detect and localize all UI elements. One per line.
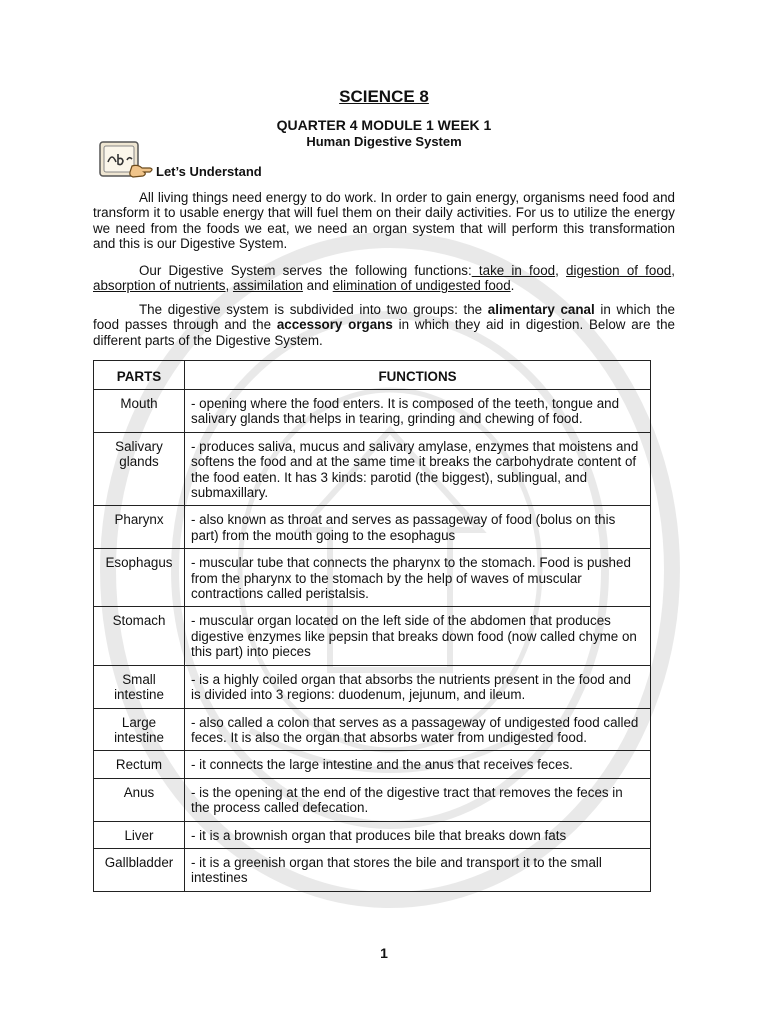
function-assimilation: assimilation (232, 278, 303, 294)
part-function: - is a highly coiled organ that absorbs the nutrients present in the food and is divided into 3 regions: duodenum, jejunum, and ileum. (185, 665, 651, 708)
table-row (94, 665, 651, 708)
table-row (94, 751, 651, 778)
table-row (94, 549, 651, 607)
part-function: - it connects the large intestine and the anus that receives feces. (185, 751, 651, 778)
function-elimination: elimination of undigested food (332, 278, 511, 294)
period: . (510, 278, 515, 294)
digestive-parts-table (93, 360, 651, 892)
subdivision-text-a: The digestive system is subdivided into two groups: the (139, 302, 488, 317)
page-number: 1 (380, 945, 388, 961)
alimentary-canal-term: alimentary canal (487, 302, 595, 317)
part-function: - opening where the food enters. It is composed of the teeth, tongue and salivary glands that helps in tearing, grinding and chewing of food. (185, 390, 651, 433)
separator: and (302, 278, 333, 294)
accessory-organs-term: accessory organs (276, 317, 393, 333)
table-row (94, 778, 651, 821)
part-name: Rectum (94, 751, 185, 778)
table-row (94, 821, 651, 848)
functions-column-header: FUNCTIONS (185, 361, 651, 390)
intro-text: All living things need energy to do work. In order to gain energy, organisms need food and transform it to usable energy that will fuel them on their daily activities. For us to utilize the energy we need from the foods we eat, we need an organ system that will perform this transformation and this is our Digestive System. (93, 190, 675, 252)
parts-column-header: PARTS (94, 361, 185, 390)
table-row (94, 848, 651, 891)
part-name: Anus (94, 778, 185, 821)
part-function: - it is a greenish organ that stores the bile and transport it to the small intestines (185, 848, 651, 891)
table-row (94, 708, 651, 751)
functions-lead: Our Digestive System serves the following functions: (139, 263, 472, 278)
module-heading: QUARTER 4 MODULE 1 WEEK 1 (276, 117, 492, 133)
table-row (94, 432, 651, 506)
subdivision-text-e: in which they aid in digestion. Below are the different parts of the Digestive System. (93, 317, 675, 348)
part-function: - is the opening at the end of the digestive tract that removes the feces in the process called defecation. (185, 778, 651, 821)
part-name: Gallbladder (94, 848, 185, 891)
part-function: - produces saliva, mucus and salivary amylase, enzymes that moistens and softens the food and at the same time it breaks the carbohydrate content of the food eaten. It has 3 kinds: parotid (the biggest), sublingual, and submaxillary. (185, 432, 651, 506)
part-name: Salivary glands (94, 432, 185, 506)
separator: , (555, 263, 567, 278)
function-take-in-food: take in food (471, 263, 556, 278)
subdivision-text-c: in which the food passes through and the (93, 302, 675, 333)
subdivision-paragraph (93, 302, 675, 348)
functions-paragraph (93, 263, 675, 294)
part-name: Large intestine (94, 708, 185, 751)
part-name: Mouth (94, 390, 185, 433)
separator: , (671, 263, 675, 278)
function-absorption: absorption of nutrients (93, 278, 226, 294)
table-row (94, 506, 651, 549)
part-name: Stomach (94, 607, 185, 665)
table-row (94, 607, 651, 665)
part-name: Small intestine (94, 665, 185, 708)
table-header-row (94, 361, 651, 390)
part-name: Pharynx (94, 506, 185, 549)
part-name: Liver (94, 821, 185, 848)
section-label: Let’s Understand (156, 164, 262, 179)
separator: , (225, 278, 233, 294)
page-title: SCIENCE 8 (339, 87, 429, 106)
part-function: - it is a brownish organ that produces bile that breaks down fats (185, 821, 651, 848)
part-name: Esophagus (94, 549, 185, 607)
intro-paragraph (93, 190, 675, 252)
table-row (94, 390, 651, 433)
part-function: - muscular tube that connects the pharynx to the stomach. Food is pushed from the pharynx to the stomach by the help of waves of muscular contractions called peristalsis. (185, 549, 651, 607)
abc-card-pointing-hand-icon (96, 136, 156, 186)
function-digestion: digestion of food (566, 263, 672, 278)
part-function: - also known as throat and serves as passageway of food (bolus on this part) from the mouth going to the esophagus (185, 506, 651, 549)
part-function: - muscular organ located on the left side of the abdomen that produces digestive enzymes like pepsin that breaks down food (now called chyme on this part) into pieces (185, 607, 651, 665)
part-function: - also called a colon that serves as a passageway of undigested food called feces. It is also the organ that absorbs water from undigested food. (185, 708, 651, 751)
topic-heading: Human Digestive System (306, 134, 462, 149)
